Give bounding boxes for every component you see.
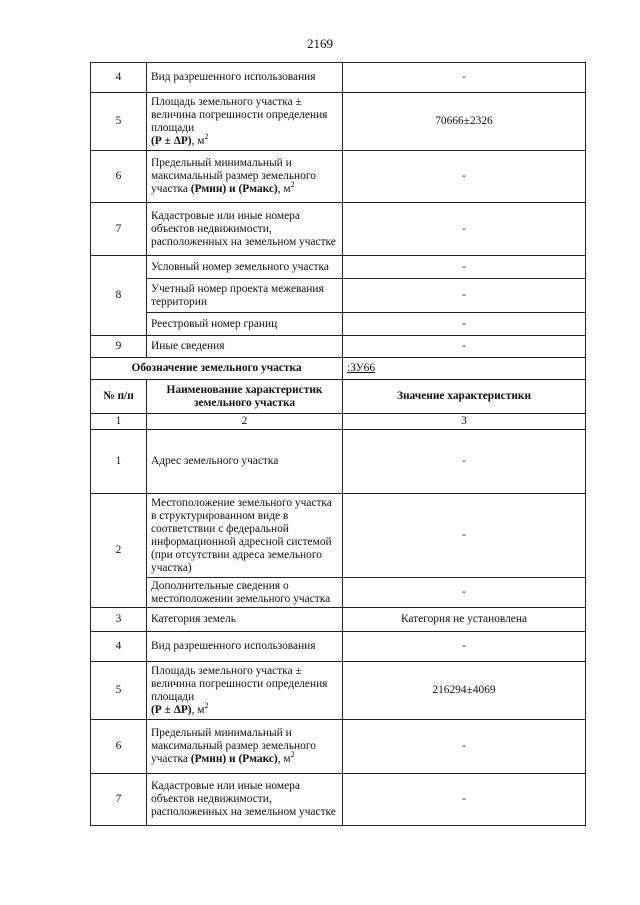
characteristic-name: Предельный минимальный и максимальный размер земельного участка (Рмин) и (Рмакс), $м^2$ [147, 151, 343, 203]
land-plot-table [90, 62, 586, 826]
characteristic-value: - [343, 313, 586, 336]
characteristic-name: Кадастровые или иные номера объектов недвижимости, расположенных на земельном участке [147, 774, 343, 826]
table-row [91, 720, 586, 774]
characteristic-name: Кадастровые или иные номера объектов недвижимости, расположенных на земельном участке [147, 203, 343, 256]
area-formula: (Р ± ΔР) [151, 134, 192, 147]
characteristic-value: - [343, 774, 586, 826]
characteristic-value: - [343, 632, 586, 662]
characteristic-value: - [343, 336, 586, 358]
characteristic-name: Площадь земельного участка ± величина погрешности определения площади (Р ± ΔР), $м^2$ [147, 93, 343, 151]
size-formula: (Рмин) и (Рмакс) [190, 753, 278, 765]
designation-label: Обозначение земельного участка [91, 358, 343, 380]
table-row [91, 662, 586, 720]
table-row [91, 430, 586, 494]
row-number: 7 [91, 774, 147, 826]
characteristic-name: Предельный минимальный и максимальный размер земельного участка (Рмин) и (Рмакс), $м^2$ [147, 720, 343, 774]
header-name: Наименование характеристик земельного участка [147, 380, 343, 414]
characteristic-name: Местоположение земельного участка в структурированном виде в соответствии с федеральной информационной адресной системой (при отсутствии адреса земельного участка) [147, 494, 343, 578]
table-row [91, 774, 586, 826]
characteristic-name: Категория земель [147, 608, 343, 632]
table-row [91, 256, 586, 279]
characteristic-value: - [343, 279, 586, 313]
table-row [91, 313, 586, 336]
row-number: 6 [91, 151, 147, 203]
row-number: 5 [91, 662, 147, 720]
column-number: 3 [343, 414, 586, 430]
row-number: 6 [91, 720, 147, 774]
header-value: Значение характеристики [343, 380, 586, 414]
row-number: 5 [91, 93, 147, 151]
characteristic-name: Вид разрешенного использования [147, 632, 343, 662]
characteristic-name: Дополнительные сведения о местоположении земельного участка [147, 578, 343, 608]
characteristic-name: Иные сведения [147, 336, 343, 358]
characteristic-value: - [343, 430, 586, 494]
table-row [91, 93, 586, 151]
characteristic-name: Площадь земельного участка ± величина погрешности определения площади (Р ± ΔР), $м^2$ [147, 662, 343, 720]
row-number: 4 [91, 63, 147, 93]
characteristic-name: Вид разрешенного использования [147, 63, 343, 93]
table-row [91, 203, 586, 256]
designation-row [91, 358, 586, 380]
characteristic-value: 216294±4069 [343, 662, 586, 720]
characteristic-name: Условный номер земельного участка [147, 256, 343, 279]
column-number: 2 [147, 414, 343, 430]
column-number: 1 [91, 414, 147, 430]
table-row [91, 279, 586, 313]
page-number: 2169 [307, 36, 333, 51]
column-number-row [91, 414, 586, 430]
table-row [91, 151, 586, 203]
table-row [91, 494, 586, 578]
characteristic-value: Категория не установлена [343, 608, 586, 632]
characteristic-value: - [343, 203, 586, 256]
characteristic-value: - [343, 720, 586, 774]
table-row [91, 578, 586, 608]
characteristic-name: Адрес земельного участка [147, 430, 343, 494]
characteristic-value: - [343, 151, 586, 203]
characteristic-value: - [343, 256, 586, 279]
table-row [91, 632, 586, 662]
row-number: 2 [91, 494, 147, 608]
characteristic-name: Реестровый номер границ [147, 313, 343, 336]
row-number: 9 [91, 336, 147, 358]
row-number: 1 [91, 430, 147, 494]
header-number: № п/п [91, 380, 147, 414]
row-number: 4 [91, 632, 147, 662]
table-row [91, 336, 586, 358]
row-number: 8 [91, 256, 147, 336]
characteristic-value: - [343, 578, 586, 608]
characteristic-value: - [343, 494, 586, 578]
characteristic-name: Учетный номер проекта межевания территории [147, 279, 343, 313]
table-row [91, 63, 586, 93]
size-formula: (Рмин) и (Рмакс) [190, 183, 278, 195]
table-header [91, 380, 586, 414]
row-number: 3 [91, 608, 147, 632]
characteristic-value: 70666±2326 [343, 93, 586, 151]
designation-value: :ЗУ66 [343, 358, 586, 380]
table-row [91, 608, 586, 632]
characteristic-value: - [343, 63, 586, 93]
row-number: 7 [91, 203, 147, 256]
area-formula: (Р ± ΔР) [151, 703, 192, 716]
